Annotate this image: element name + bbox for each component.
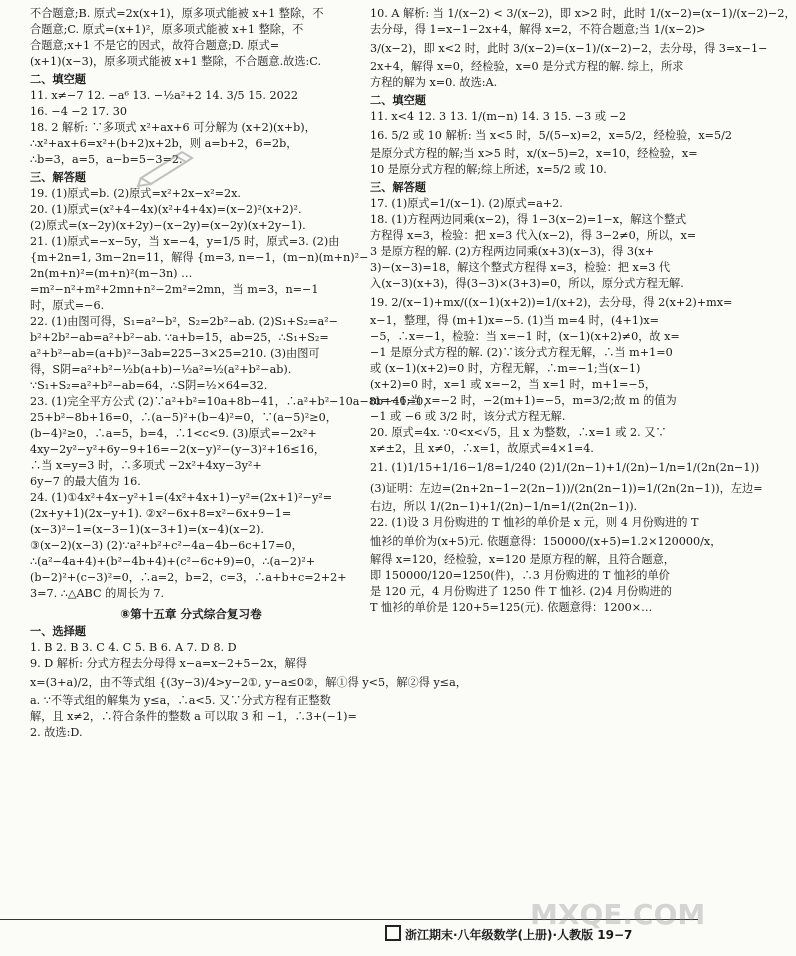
- answer-line: 21. (1)原式=−x−5y，当 x=−4，y=1/5 时，原式=3. (2)由: [30, 235, 340, 248]
- answer-line: 恤衫的单价为(x+5)元. 依题意得：150000/(x+5)=1.2×120000/x，: [370, 535, 722, 548]
- answer-line: 2n(m+n)²=(m+n)²(m−3n) …: [30, 267, 193, 280]
- answer-line: 2x+4，解得 x=0，经检验，x=0 是分式方程的解. 综上，所求: [370, 60, 684, 73]
- answer-line: 解，且 x≠2，∴符合条件的整数 a 可以取 3 和 −1，∴3+(−1)=: [30, 710, 357, 723]
- answer-line: 18. (1)方程两边同乘(x−2)，得 1−3(x−2)=1−x，解这个整式: [370, 213, 687, 226]
- answer-line: 4xy−2y²−y²+6y−9+16=−2(x−y)²−(y−3)²+16≤16，: [30, 443, 326, 456]
- answer-line: ∴当 x=y=3 时，∴多项式 −2x²+4xy−3y²+: [30, 459, 262, 472]
- answer-line: =m²−n²+m²+2mn+n²−2m²=2mn，当 m=3，n=−1: [30, 283, 319, 296]
- answer-line: 右边，所以 1/(2n−1)+1/(2n)−1/n=1/(2n(2n−1)).: [370, 500, 638, 513]
- answer-line: 16. 5/2 或 10 解析: 当 x<5 时，5/(5−x)=2，x=5/2，经检验，x=5/2: [370, 129, 733, 142]
- answer-line: ∴(a²−4a+4)+(b²−4b+4)+(c²−6c+9)=0，∴(a−2)²+: [30, 555, 316, 568]
- answer-line: (b−4)²≥0，∴a=5，b=4，∴1<c<9. (3)原式=−2x²+: [30, 427, 317, 440]
- answer-line: 11. x<4 12. 3 13. 1/(m−n) 14. 3 15. −3 或 −2: [370, 110, 627, 123]
- answer-line: 20. 原式=4x. ∵0<x<√5，且 x 为整数，∴x=1 或 2. 又∵: [370, 426, 667, 439]
- answer-line: 18. 2 解析: ∵多项式 x²+ax+6 可分解为 (x+2)(x+b)，: [30, 121, 316, 134]
- answer-line: (x−3)²−1=(x−3−1)(x−3+1)=(x−4)(x−2).: [30, 523, 264, 536]
- answer-line: 得，S阴=a²+b²−½b(a+b)−½a²=½(a²+b²−ab).: [30, 363, 292, 376]
- answer-line: x=(3+a)/2，由不等式组 {(3y−3)/4>y−2①, y−a≤0②，解①得 y<5，解②得 y≤a，: [30, 676, 467, 689]
- answer-line: 10 是原分式方程的解;综上所述，x=5/2 或 10.: [370, 163, 607, 176]
- answer-line: a²+b²−ab=(a+b)²−3ab=225−3×25=210. (3)由图可: [30, 347, 320, 360]
- pencil-stamp-icon: [136, 148, 196, 188]
- answer-line: 6y−7 的最大值为 16.: [30, 475, 141, 488]
- answer-line: 合题意;x+1 不是它的因式，故符合题意;D. 原式=: [30, 39, 280, 52]
- answer-line: −1 或 −6 或 3/2 时，该分式方程无解.: [370, 410, 566, 423]
- answer-line: T 恤衫的单价是 120+5=125(元). 依题意得：1200×…: [370, 601, 653, 614]
- answer-line: 即 150000/120=1250(件)，∴3 月份购进的 T 恤衫的单价: [370, 569, 670, 582]
- answer-line: 或 (x−1)(x+2)=0 时，方程无解，∴m=−1;当(x−1): [370, 362, 641, 375]
- answer-line: (x+1)(x−3)，原多项式能被 x+1 整除，不合题意.故选:C.: [30, 55, 322, 68]
- answer-line: 去分母，得 1=x−1−2x+4，解得 x=2，不符合题意;当 1/(x−2)>: [370, 23, 706, 36]
- answer-line: 11. x≠−7 12. −a⁶ 13. −½a²+2 14. 3/5 15. 2022: [30, 89, 299, 102]
- watermark: MXQE.COM: [530, 898, 706, 931]
- answer-line: (3)证明：左边=(2n+2n−1−2(2n−1))/(2n(2n−1))=1/(2n(2n−1))，左边=: [370, 482, 763, 495]
- answer-line: 20. (1)原式=(x²+4−4x)(x²+4+4x)=(x−2)²(x+2)².: [30, 203, 302, 216]
- answer-line: 是原分式方程的解;当 x>5 时，x/(x−5)=2，x=10，经检验，x=: [370, 147, 698, 160]
- answer-line: 3)−(x−3)=18，解这个整式方程得 x=3，检验：把 x=3 代: [370, 261, 671, 274]
- answer-line: 入(x−3)(x+3)，得(3−3)×(3+3)=0，所以，原分式方程无解.: [370, 277, 684, 290]
- answer-line: (2)原式=(x−2y)(x+2y)−(x−2y)=(x−2y)(x+2y−1).: [30, 219, 306, 232]
- answer-line: ∴x²+ax+6=x²+(b+2)x+2b，则 a=b+2，6=2b，: [30, 137, 298, 150]
- answer-line: ∵S₁+S₂=a²+b²−ab=64，∴S阴=½×64=32.: [30, 379, 268, 392]
- answer-line: 21. (1)1/15+1/16−1/8=1/240 (2)1/(2n−1)+1/(2n)−1/n=1/(2n(2n−1)): [370, 461, 760, 474]
- right-column: [370, 6, 796, 616]
- answer-line: 9. D 解析: 分式方程去分母得 x−a=x−2+5−2x，解得: [30, 657, 307, 670]
- section-heading: 一、选择题: [30, 625, 86, 638]
- answer-line: x−1，整理，得 (m+1)x=−5. (1)当 m=4 时，(4+1)x=: [370, 314, 660, 327]
- answer-line: m=−6;当 x=−2 时，−2(m+1)=−5，m=3/2;故 m 的值为: [370, 394, 677, 407]
- answer-line: {m+2n=1, 3m−2n=11，解得 {m=3, n=−1，(m−n)(m+n)²−: [30, 251, 369, 264]
- answer-line: −1 是原分式方程的解. (2)∵该分式方程无解，∴当 m+1=0: [370, 346, 673, 359]
- section-heading: 三、解答题: [370, 181, 426, 194]
- answer-line: 3/(x−2)，即 x<2 时，此时 3/(x−2)=(x−1)/(x−2)−2，去分母，得 3=x−1−: [370, 42, 768, 55]
- answer-line: −5，∴x=−1，检验：当 x=−1 时，(x−1)(x+2)≠0，故 x=: [370, 330, 680, 343]
- answer-line: 解得 x=120，经检验，x=120 是原方程的解，且符合题意，: [370, 553, 675, 566]
- answer-line: 时，原式=−6.: [30, 299, 105, 312]
- answer-line: 22. (1)由图可得，S₁=a²−b²，S₂=2b²−ab. (2)S₁+S₂=a²−: [30, 315, 339, 328]
- section-heading: 二、填空题: [370, 94, 426, 107]
- answer-line: 19. (1)原式=b. (2)原式=x²+2x−x²=2x.: [30, 187, 241, 200]
- answer-line: 3=7. ∴△ABC 的周长为 7.: [30, 587, 165, 600]
- answer-line: ∴b=3，a=5，a−b=5−3=2.: [30, 153, 183, 166]
- answer-line: 合题意;C. 原式=(x+1)²，原多项式能被 x+1 整除，不: [30, 23, 304, 36]
- answer-line: 是 120 元，4 月份购进了 1250 件 T 恤衫. (2)4 月份购进的: [370, 585, 672, 598]
- answer-line: ③(x−2)(x−3) (2)∵a²+b²+c²−4a−4b−6c+17=0，: [30, 539, 303, 552]
- answer-line: 1. B 2. B 3. C 4. C 5. B 6. A 7. D 8. D: [30, 641, 237, 654]
- answer-line: (2x+y+1)(2x−y+1). ②x²−6x+8=x²−6x+9−1=: [30, 507, 292, 520]
- answer-line: a. ∵不等式组的解集为 y≤a，∴a<5. 又∵分式方程有正整数: [30, 694, 331, 707]
- answer-line: 2. 故选:D.: [30, 726, 83, 739]
- answer-line: 方程得 x=3，检验：把 x=3 代入(x−2)，得 3−2≠0，所以，x=: [370, 229, 697, 242]
- answer-line: b²+2b²−ab=a²+b²−ab. ∵a+b=15，ab=25，∴S₁+S₂=: [30, 331, 329, 344]
- answer-line: 10. A 解析: 当 1/(x−2) < 3/(x−2)，即 x>2 时，此时 1/(x−2)=(x−1)/(x−2)−2，: [370, 7, 796, 20]
- footer-text: 浙江期末·八年级数学(上册)·人教版 19−7: [405, 928, 633, 942]
- answer-line: (x+2)=0 时，x=1 或 x=−2，当 x=1 时，m+1=−5，: [370, 378, 657, 391]
- answer-line: (b−2)²+(c−3)²=0，∴a=2，b=2，c=3，∴a+b+c=2+2+: [30, 571, 347, 584]
- answer-line: x≠±2，且 x≠0，∴x=1，故原式=4×1=4.: [370, 442, 594, 455]
- section-heading: 三、解答题: [30, 171, 86, 184]
- answer-line: 22. (1)设 3 月份购进的 T 恤衫的单价是 x 元，则 4 月份购进的 T: [370, 516, 699, 529]
- answer-line: 16. −4 −2 17. 30: [30, 105, 128, 118]
- section-heading: 二、填空题: [30, 73, 86, 86]
- answer-line: 23. (1)完全平方公式 (2)∵a²+b²=10a+8b−41，∴a²+b²−10a−8b+41=0，: [30, 395, 435, 408]
- chapter-title: ⑧第十五章 分式综合复习卷: [120, 607, 262, 621]
- answer-line: 方程的解为 x=0. 故选:A.: [370, 76, 498, 89]
- answer-line: 17. (1)原式=1/(x−1). (2)原式=a+2.: [370, 197, 563, 210]
- answer-line: 不合题意;B. 原式=2x(x+1)，原多项式能被 x+1 整除，不: [30, 7, 324, 20]
- answer-line: 25+b²−8b+16=0，∴(a−5)²+(b−4)²=0，∵(a−5)²≥0，: [30, 411, 337, 424]
- answer-line: 19. 2/(x−1)+mx/((x−1)(x+2))=1/(x+2)，去分母，得 2(x+2)+mx=: [370, 296, 733, 309]
- logo-icon: [385, 925, 401, 941]
- answer-line: 24. (1)①4x²+4x−y²+1=(4x²+4x+1)−y²=(2x+1)²−y²=: [30, 491, 333, 504]
- answer-line: 3 是原方程的解. (2)方程两边同乘(x+3)(x−3)，得 3(x+: [370, 245, 655, 258]
